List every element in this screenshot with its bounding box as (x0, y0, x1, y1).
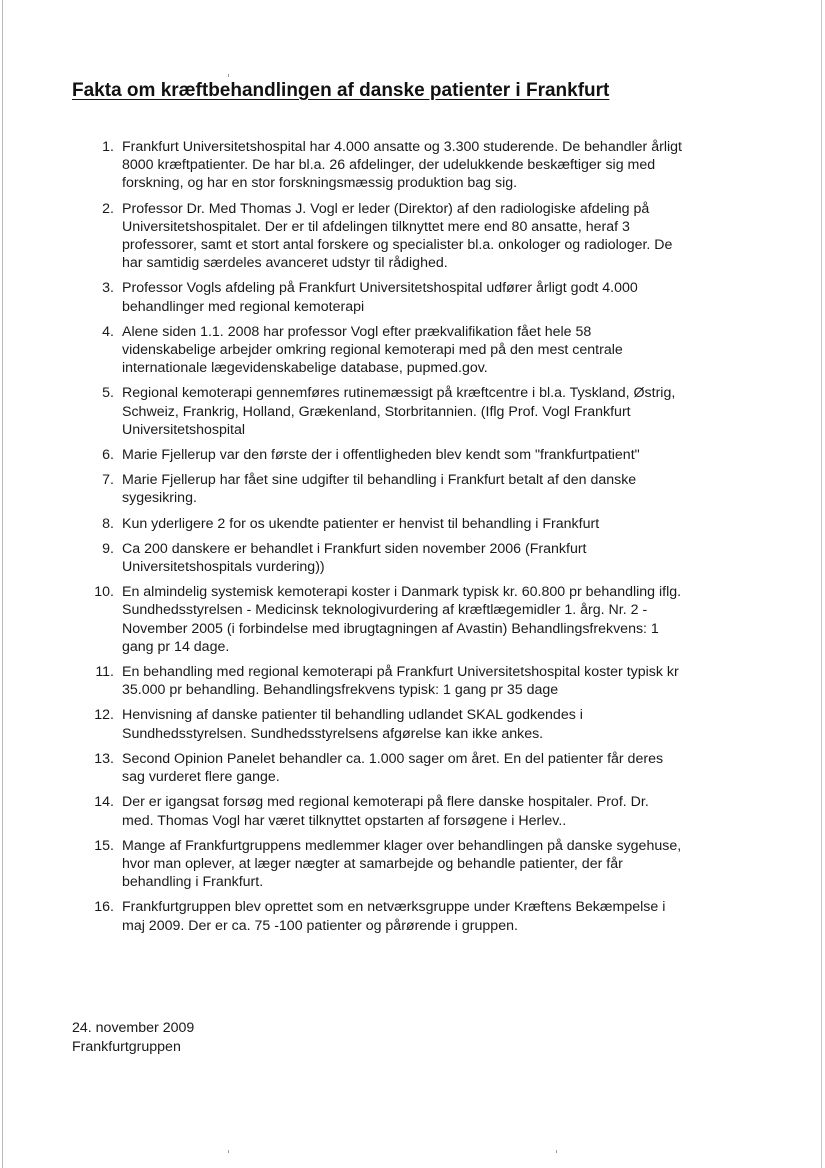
fact-number: 4. (102, 323, 114, 340)
fact-text: Professor Vogls afdeling på Frankfurt Universitetshospital udfører årligt godt 4.000 behandlinger med regional kemoterapi (122, 280, 638, 315)
fact-item (72, 471, 682, 507)
fact-number: 5. (102, 385, 114, 402)
fact-text: Alene siden 1.1. 2008 har professor Vogl efter prækvalifikation fået hele 58 videnskabelige arbejder omkring regional kemoterapi med på den mest centrale internationale lægevidenskabelige database, pupmed.gov. (122, 323, 623, 377)
fact-item (72, 793, 682, 829)
fact-text: Mange af Frankfurtgruppens medlemmer klager over behandlingen på danske sygehuse, hvor man oplever, at læger nægter at samarbejde og behandle patienter, der får behandling i Frankfurt. (122, 837, 682, 891)
fact-text: En behandling med regional kemoterapi på Frankfurt Universitetshospital koster typisk kr 35.000 pr behandling. Behandlingsfrekvens typisk: 1 gang pr 35 dage (122, 664, 679, 699)
fact-text: Marie Fjellerup har fået sine udgifter til behandling i Frankfurt betalt af den danske sygesikring. (122, 472, 637, 507)
fact-number: 15. (94, 837, 114, 854)
fact-number: 10. (94, 584, 114, 601)
fact-number: 1. (102, 139, 114, 155)
fact-number: 12. (94, 707, 114, 724)
fact-item (72, 446, 682, 464)
fact-text: Kun yderligere 2 for os ukendte patienter er henvist til behandling i Frankfurt (122, 515, 600, 532)
fact-item (72, 138, 682, 193)
fact-text: Professor Dr. Med Thomas J. Vogl er leder (Direktor) af den radiologiske afdeling på Universitetshospitalet. Der er til afdelingen tilknyttet mere end 80 ansatte, heraf 3 professorer, samt et stort antal forskere og specialister bl.a. onkologer og radiologer. De har samtidig særdeles avanceret udstyr til rådighed. (122, 200, 673, 272)
fact-number: 6. (102, 447, 114, 464)
fact-item (72, 200, 682, 273)
fact-text: Frankfurt Universitetshospital har 4.000 ansatte og 3.300 studerende. De behandler årligt 8000 kræftpatienter. De har bl.a. 26 afdelinger, der udelukkende beskæftiger sig med forskning, og har en stor forskningsmæssig produktion bag sig. (122, 139, 682, 192)
fact-item (72, 540, 682, 576)
fact-text: Ca 200 danskere er behandlet i Frankfurt siden november 2006 (Frankfurt Universitetshospitals vurdering)) (122, 540, 587, 576)
scan-edge-left (2, 0, 3, 1168)
fact-text: Henvisning af danske patienter til behandling udlandet SKAL godkendes i Sundhedsstyrelsen. Sundhedsstyrelsens afgørelse kan ikke ankes. (122, 707, 583, 742)
fact-number: 8. (102, 515, 114, 532)
fact-number: 3. (102, 280, 114, 297)
facts-list (72, 138, 682, 942)
page-title: Fakta om kræftbehandlingen af danske patienter i Frankfurt (72, 80, 610, 101)
fact-number: 2. (102, 200, 114, 217)
fact-text: Regional kemoterapi gennemføres rutinemæssigt på kræftcentre i bl.a. Tyskland, Østrig, Schweiz, Frankrig, Holland, Grækenland, Storbritannien. (Iflg Prof. Vogl Frankfurt Universitetshospital (122, 385, 676, 438)
fact-number: 11. (95, 664, 114, 681)
scan-edge-right (821, 0, 822, 1168)
scan-speck (228, 74, 229, 77)
fact-item (72, 898, 682, 934)
fact-item (72, 384, 682, 439)
fact-item (72, 583, 682, 656)
footer-date: 24. november 2009 (72, 1020, 195, 1036)
fact-item (72, 279, 682, 315)
fact-item (72, 663, 682, 699)
fact-number: 9. (102, 540, 114, 557)
fact-item (72, 706, 682, 742)
fact-text: Frankfurtgruppen blev oprettet som en netværksgruppe under Kræftens Bekæmpelse i maj 2009. Der er ca. 75 -100 patienter og pårørende i gruppen. (122, 899, 666, 934)
fact-item (72, 837, 682, 892)
fact-number: 16. (94, 899, 114, 916)
scan-speck (228, 1150, 229, 1153)
fact-text: En almindelig systemisk kemoterapi koster i Danmark typisk kr. 60.800 pr behandling iflg. Sundhedsstyrelsen - Medicinsk teknologivurdering af kræftlægemidler 1. årg. Nr. 2 - November 2005 (i forbindelse med ibrugtagningen af Avastin) Behandlingsfrekvens: 1 gang pr 14 dage. (122, 584, 682, 655)
fact-number: 14. (94, 794, 114, 811)
fact-number: 13. (94, 750, 114, 767)
fact-text: Der er igangsat forsøg med regional kemoterapi på flere danske hospitaler. Prof. Dr. med. Thomas Vogl har været tilknyttet opstarten af forsøgene i Herlev.. (122, 794, 649, 829)
scan-speck (556, 1150, 557, 1153)
fact-item (72, 323, 682, 378)
fact-item (72, 750, 682, 786)
fact-item (72, 515, 682, 533)
footer-author: Frankfurtgruppen (72, 1038, 181, 1055)
fact-text: Marie Fjellerup var den første der i offentligheden blev kendt som "frankfurtpatient" (122, 447, 640, 464)
fact-text: Second Opinion Panelet behandler ca. 1.000 sager om året. En del patienter får deres sag vurderet flere gange. (122, 750, 664, 786)
signature-block (72, 1019, 194, 1056)
fact-number: 7. (102, 472, 114, 489)
